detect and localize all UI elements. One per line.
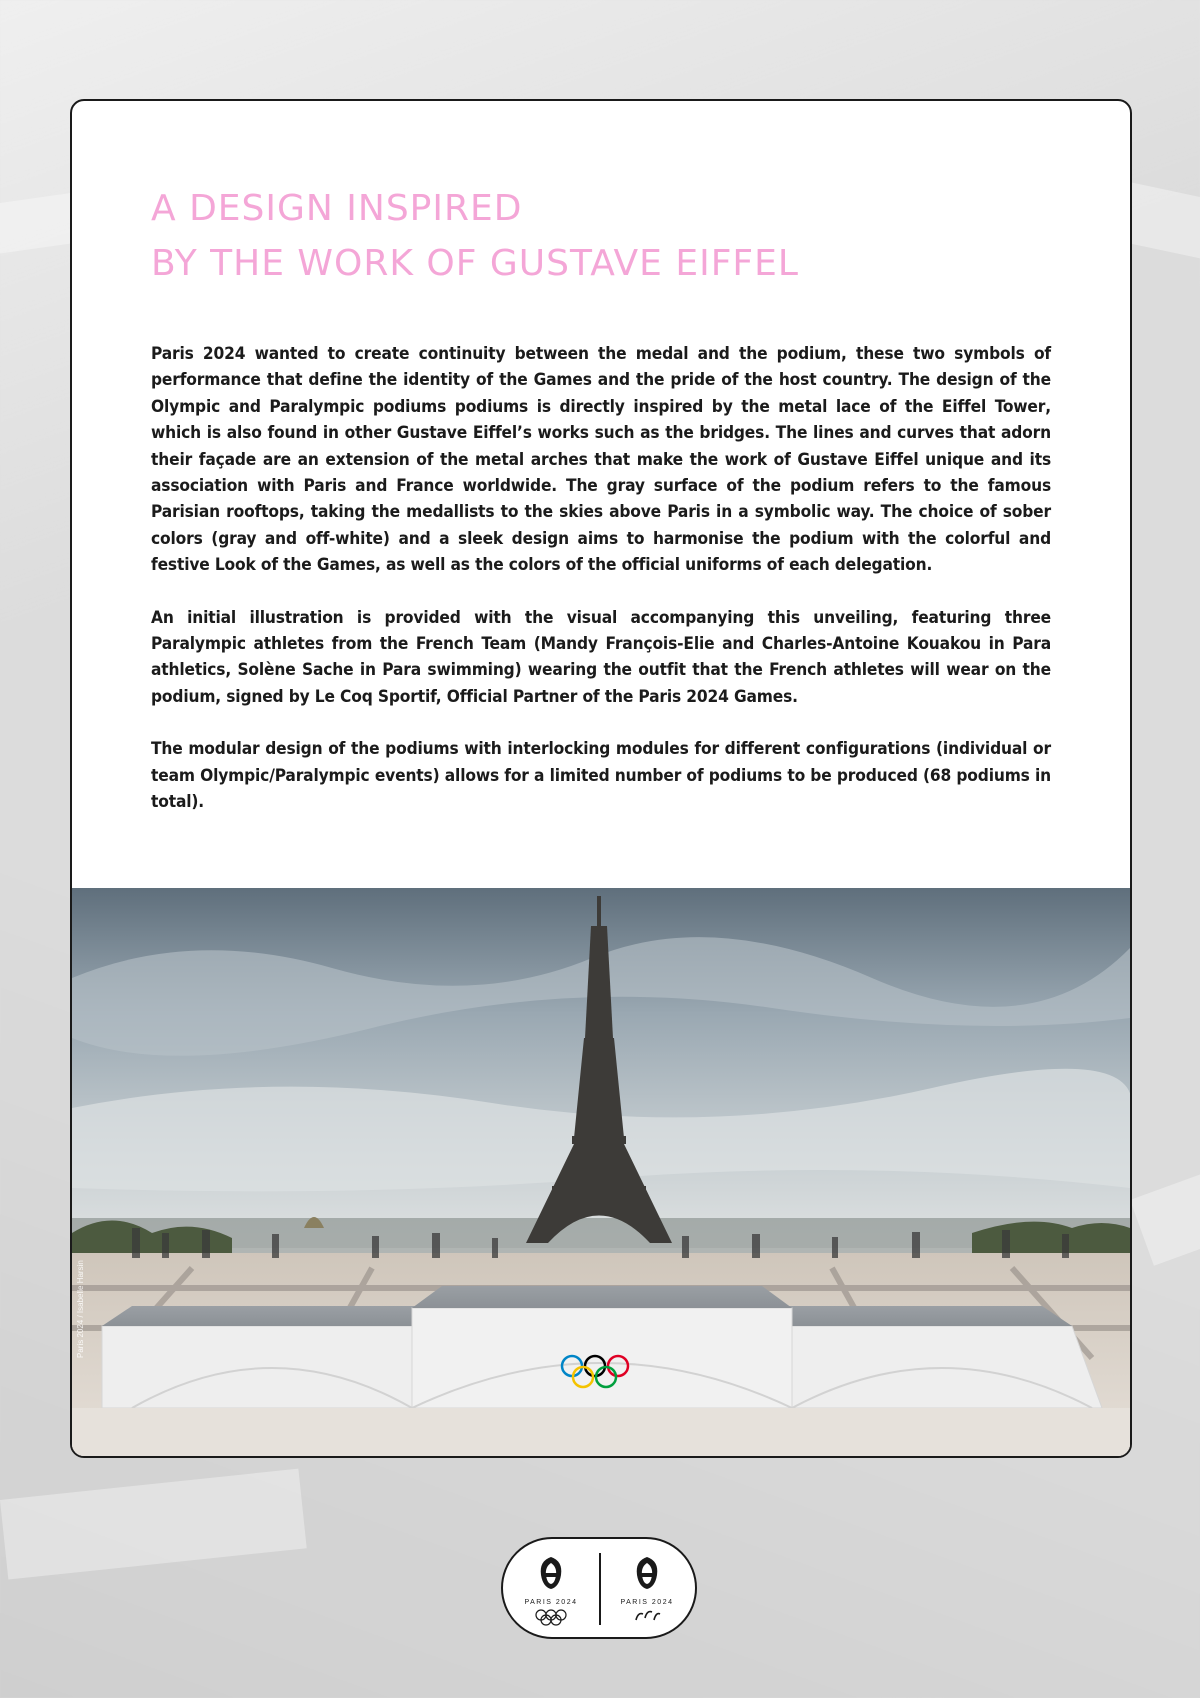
title-line-1: A DESIGN INSPIRED (151, 188, 523, 229)
photo-illustration (72, 888, 1130, 1458)
foreground (72, 1408, 1130, 1458)
paralympic-logo (599, 1551, 695, 1631)
paris-2024-emblem-icon (531, 1553, 571, 1593)
content-card (70, 99, 1132, 1458)
paralympic-logo-label: PARIS 2024 (620, 1599, 674, 1606)
paris-2024-logo-lockup (501, 1537, 697, 1639)
trees (972, 1222, 1130, 1258)
background-band (0, 1469, 307, 1580)
eiffel-tower-emphasis: the Eiffel Tower (904, 396, 1046, 417)
olympic-logo (503, 1551, 599, 1631)
eiffel-tower-podium-photo (72, 888, 1130, 1458)
photo-credit: Paris 2024 / Isabelle Harsin (76, 1260, 85, 1358)
paragraph-1-text-b: , which is also found in other Gustave Eiffel’s works such as the bridges. The lines and curves that adorn their façade are an extension of the metal arches that make the work of Gustave Eiffel unique and its association with Paris and France worldwide. The gray surface of the podium refers to the famous Parisian rooftops, taking the medallists to the skies above Paris in a symbolic way. The choice of sober colors (gray and off-white) and a sleek design aims to harmonise the podium with the colorful and festive Look of the Games, as well as the colors of the official uniforms of each delegation. (151, 396, 1051, 576)
background-band (1130, 1166, 1200, 1266)
article-body (151, 341, 1051, 842)
paragraph-1 (151, 341, 1051, 579)
paragraph-3: The modular design of the podiums with interlocking modules for different configurations (individual or team Olympic/Paralympic events) allows for a limited number of podiums to be produced (68 podiums in total). (151, 739, 1051, 813)
podium-top-center (412, 1286, 792, 1308)
podium-top-left (102, 1306, 442, 1326)
paris-2024-emblem-icon (627, 1553, 667, 1593)
page-title (151, 181, 799, 291)
olympic-logo-label: PARIS 2024 (524, 1599, 578, 1606)
paragraph-2: An initial illustration is provided with the visual accompanying this unveiling, featuring three Paralympic athletes from the French Team (Mandy François-Elie and Charles-Antoine Kouakou in Para athletics, Solène Sache in Para swimming) wearing the outfit that the French athletes will wear on the podium, signed by Le Coq Sportif, Official Partner of the Paris 2024 Games. (151, 607, 1051, 707)
paralympic-agitos-icon (632, 1608, 662, 1626)
title-line-2: BY THE WORK OF GUSTAVE EIFFEL (151, 243, 799, 284)
olympic-rings-icon (533, 1608, 569, 1626)
paragraph-1-text-a: Paris 2024 wanted to create continuity between the medal and the podium, these two symbols of performance that define the identity of the Games and the pride of the host country. The design of the Olympic and Paralympic podiums podiums is directly inspired by the metal lace of (151, 344, 1051, 417)
